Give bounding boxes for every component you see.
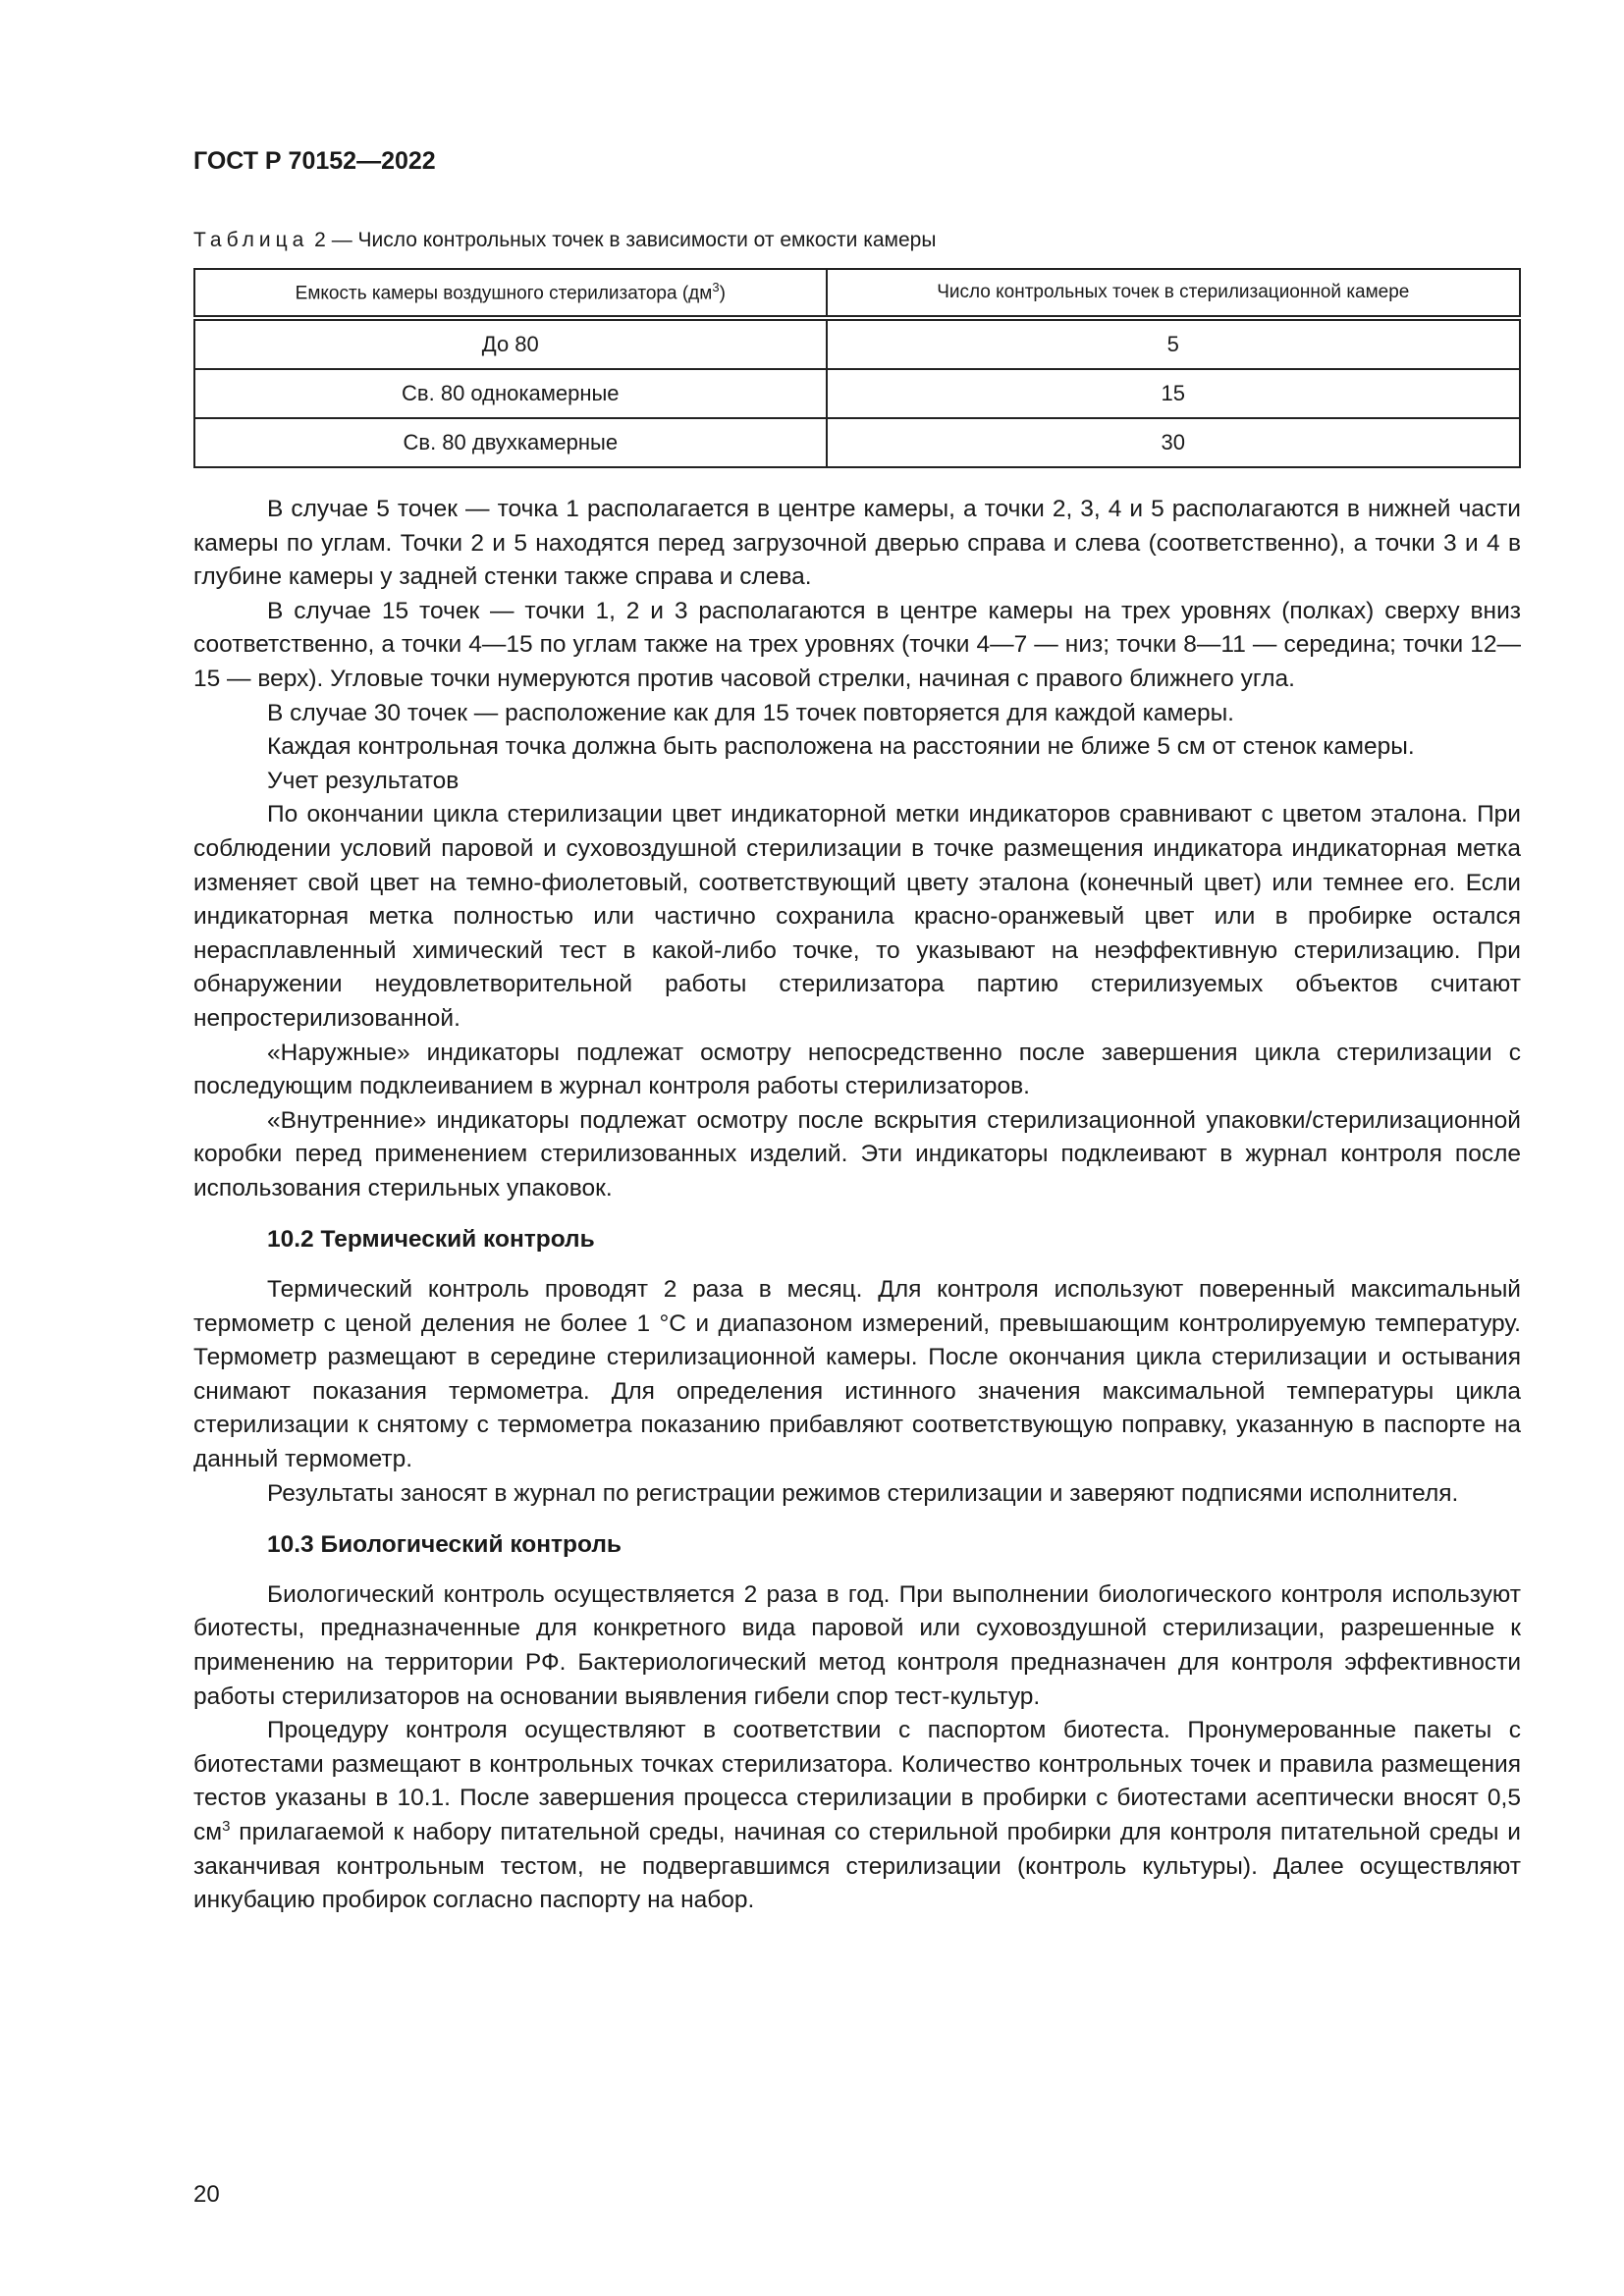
column-header-capacity <box>194 269 827 318</box>
column-header-capacity-text: Емкость камеры воздушного стерилизатора (дм <box>295 283 713 304</box>
paragraph: По окончании цикла стерилизации цвет индикаторной метки индикаторов сравнивают с цветом эталона. При соблюдении условий паровой и суховоздушной стерилизации в точке размещения индикатора индикаторная метка изменяет свой цвет на темно-фиолетовый, соответствующий цвету эталона (конечный цвет) или темнее его. Если индикаторная метка полностью или частично сохранила красно-оранжевый цвет или в пробирке остался нерасплавленный химический тест в какой-либо точке, то указывают на неэффективную стерилизацию. При обнаружении неудовлетворительной работы стерилизатора партию стерилизуемых объектов считают непростерилизованной. <box>193 801 1521 1032</box>
paragraph: Биологический контроль осуществляется 2 раза в год. При выполнении биологического контроля используют биотесты, предназначенные для конкретного вида паровой или суховоздушной стерилизации, разрешенные к применению на территории РФ. Бактериологический метод контроля предназначен для контроля эффективности работы стерилизаторов на основании выявления гибели спор тест-культур. <box>193 1580 1521 1710</box>
table-caption-text: 2 — Число контрольных точек в зависимости от емкости камеры <box>308 229 937 251</box>
table-caption <box>193 229 936 252</box>
paragraph: Учет результатов <box>267 767 460 794</box>
paragraph-text: Процедуру контроля осуществляют в соответствии с паспортом биотеста. Пронумерованные пакеты с биотестами размещают в контрольных точках стерилизатора. Количество контрольных точек и правила размещения тестов указаны в 10.1. После завершения процесса стерилизации в пробирки с биотестами асептически вносят 0,5 см <box>193 1717 1521 1845</box>
table-row <box>194 318 1520 369</box>
paragraph: В случае 5 точек — точка 1 располагается в центре камеры, а точки 2, 3, 4 и 5 располагаются в нижней части камеры по углам. Точки 2 и 5 находятся перед загрузочной дверью справа и слева (соответственно), а точки 3 и 4 в глубине камеры у задней стенки также справа и слева. <box>193 496 1521 591</box>
paragraph: «Внутренние» индикаторы подлежат осмотру после вскрытия стерилизационной упаковки/стерилизационной коробки перед применением стерилизованных изделий. Эти индикаторы подклеивают в журнал контроля после использования стерильных упаковок. <box>193 1106 1521 1201</box>
paragraph <box>193 1714 1521 1918</box>
page-number: 20 <box>193 2181 220 2208</box>
table-row <box>194 369 1520 418</box>
cell-points: 15 <box>827 369 1520 418</box>
cell-points: 5 <box>827 318 1520 369</box>
paragraph: Термический контроль проводят 2 раза в месяц. Для контроля используют поверенный максиmальный термометр с ценой деления не более 1 °С и диапазоном измерений, превышающим контролируемую температуру. Термометр размещают в середине стерилизационной камеры. После окончания цикла стерилизации и остывания снимают показания термометра. Для определения истинного значения максимальной температуры цикла стерилизации к снятому с термометра показанию прибавляют соответствующую поправку, указанную в паспорте на данный термометр. <box>193 1276 1521 1473</box>
control-points-table <box>193 268 1521 468</box>
table-caption-label: Таблица <box>193 229 309 251</box>
paragraph: Каждая контрольная точка должна быть расположена на расстоянии не ближе 5 см от стенок камеры. <box>267 733 1415 761</box>
section-heading-biological: 10.3 Биологический контроль <box>267 1531 622 1559</box>
paragraph: В случае 15 точек — точки 1, 2 и 3 располагаются в центре камеры на трех уровнях (полках) сверху вниз соответственно, а точки 4—15 по углам также на трех уровнях (точки 4—7 — низ; точки 8—11 — середина; точки 12—15 — верх). Угловые точки нумеруются против часовой стрелки, начиная с правого ближнего угла. <box>193 597 1521 692</box>
column-header-capacity-end: ) <box>719 283 726 304</box>
paragraph-text: прилагаемой к набору питательной среды, начиная со стерильной пробирки для контроля питательной среды и заканчивая контрольным тестом, не подвергавшимся стерилизации (контроль культуры). Далее осуществляют инкубацию пробирок согласно паспорту на набор. <box>193 1818 1521 1914</box>
section-heading-thermal: 10.2 Термический контроль <box>267 1226 595 1254</box>
document-body <box>193 493 1521 1918</box>
cell-capacity: До 80 <box>194 318 827 369</box>
cell-points: 30 <box>827 418 1520 467</box>
paragraph: В случае 30 точек — расположение как для 15 точек повторяется для каждой камеры. <box>267 699 1234 726</box>
column-header-points: Число контрольных точек в стерилизационной камере <box>827 269 1520 318</box>
cell-capacity: Св. 80 однокамерные <box>194 369 827 418</box>
superscript: 3 <box>222 1817 231 1835</box>
table-header-row <box>194 269 1520 318</box>
superscript: 3 <box>712 280 720 295</box>
cell-capacity: Св. 80 двухкамерные <box>194 418 827 467</box>
paragraph: Результаты заносят в журнал по регистрации режимов стерилизации и заверяют подписями исполнителя. <box>267 1479 1459 1507</box>
document-header: ГОСТ Р 70152—2022 <box>193 147 436 175</box>
paragraph: «Наружные» индикаторы подлежат осмотру непосредственно после завершения цикла стерилизации с последующим подклеиванием в журнал контроля работы стерилизаторов. <box>193 1039 1521 1100</box>
table-row <box>194 418 1520 467</box>
